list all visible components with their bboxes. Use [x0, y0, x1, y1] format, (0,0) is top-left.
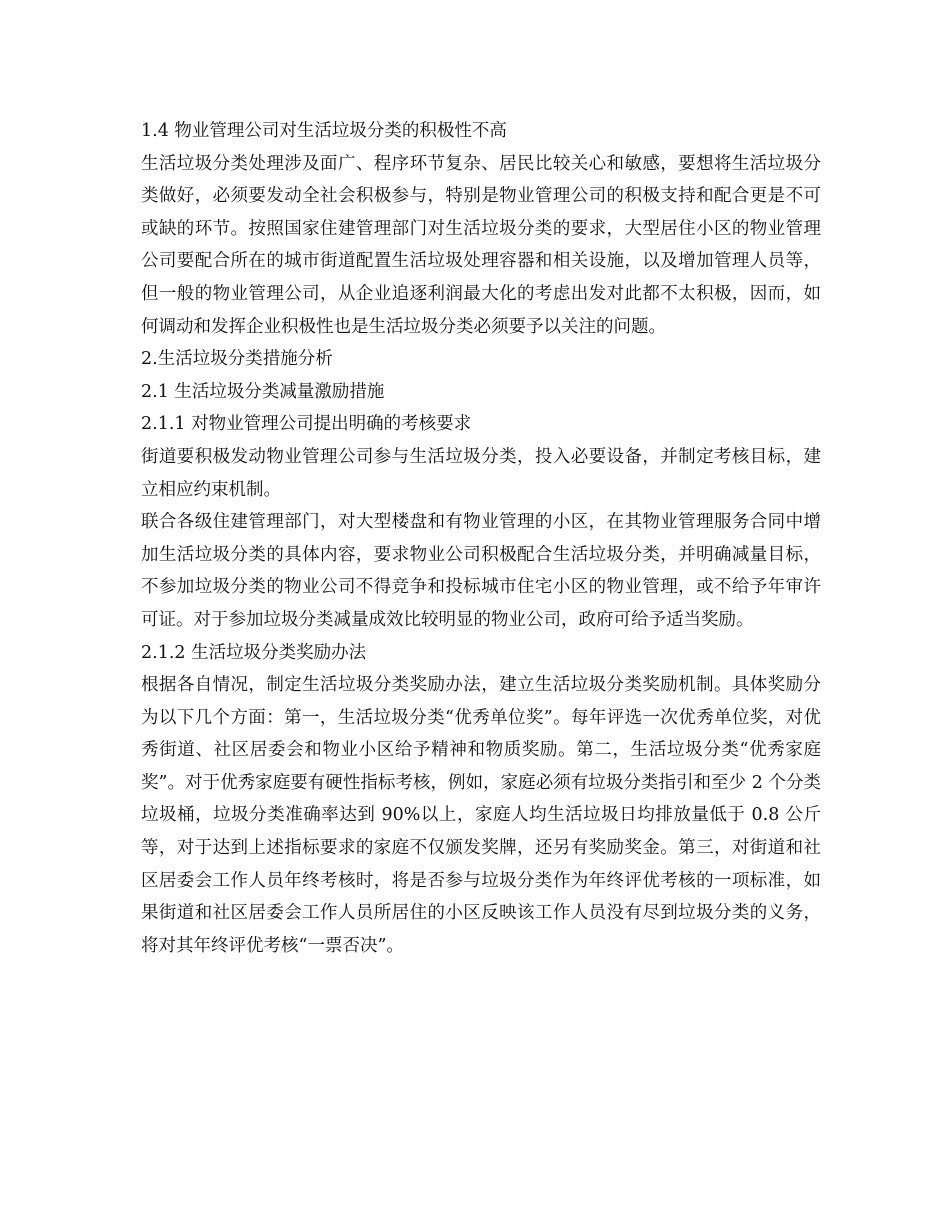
section-heading-2: 2.生活垃圾分类措施分析 — [141, 349, 333, 370]
paragraph-2-1-1-body-b: 联合各级住建管理部门，对大型楼盘和有物业管理的小区，在其物业管理服务合同中增加生活垃圾分类的具体内容，要求物业公司积极配合生活垃圾分类，并明确减量目标，不参加垃圾分类的物业公司不得竞争和投标城市住宅小区的物业管理，或不给予年审许可证。对于参加垃圾分类减量成效比较明显的物业公司，政府可给予适当奖励。 — [141, 512, 821, 630]
section-heading-2-1: 2.1 生活垃圾分类减量激励措施 — [141, 381, 385, 402]
section-heading-1-4: 1.4 物业管理公司对生活垃圾分类的积极性不高 — [141, 121, 507, 141]
paragraph-2-1-1-body-a: 街道要积极发动物业管理公司参与生活垃圾分类，投入必要设备，并制定考核目标，建立相应约束机制。 — [141, 446, 821, 500]
section-heading-2-1-2: 2.1.2 生活垃圾分类奖励办法 — [141, 642, 367, 663]
section-heading-2-1-1: 2.1.1 对物业管理公司提出明确的考核要求 — [141, 414, 472, 435]
document-body — [141, 115, 821, 962]
paragraph-1-4-body: 生活垃圾分类处理涉及面广、程序环节复杂、居民比较关心和敏感，要想将生活垃圾分类做好，必须要发动全社会积极参与，特别是物业管理公司的积极支持和配合更是不可或缺的环节。按照国家住建管理部门对生活垃圾分类的要求，大型居住小区的物业管理公司要配合所在的城市街道配置生活垃圾处理容器和相关设施，以及增加管理人员等，但一般的物业管理公司，从企业追逐利润最大化的考虑出发对此都不太积极，因而，如何调动和发挥企业积极性也是生活垃圾分类必须要予以关注的问题。 — [141, 153, 821, 337]
paragraph-2-1-2-body: 根据各自情况，制定生活垃圾分类奖励办法，建立生活垃圾分类奖励机制。具体奖励分为以下几个方面：第一，生活垃圾分类“优秀单位奖”。每年评选一次优秀单位奖，对优秀街道、社区居委会和物业小区给予精神和物质奖励。第二，生活垃圾分类“优秀家庭奖”。对于优秀家庭要有硬性指标考核，例如，家庭必须有垃圾分类指引和至少 2 个分类垃圾桶，垃圾分类准确率达到 90%以上，家庭人均生活垃圾日均排放量低于 0.8 公斤等，对于达到上述指标要求的家庭不仅颁发奖牌，还另有奖励奖金。第三，对街道和社区居委会工作人员年终考核时，将是否参与垃圾分类作为年终评优考核的一项标准，如果街道和社区居委会工作人员所居住的小区反映该工作人员没有尽到垃圾分类的义务，将对其年终评优考核“一票否决”。 — [141, 675, 821, 956]
